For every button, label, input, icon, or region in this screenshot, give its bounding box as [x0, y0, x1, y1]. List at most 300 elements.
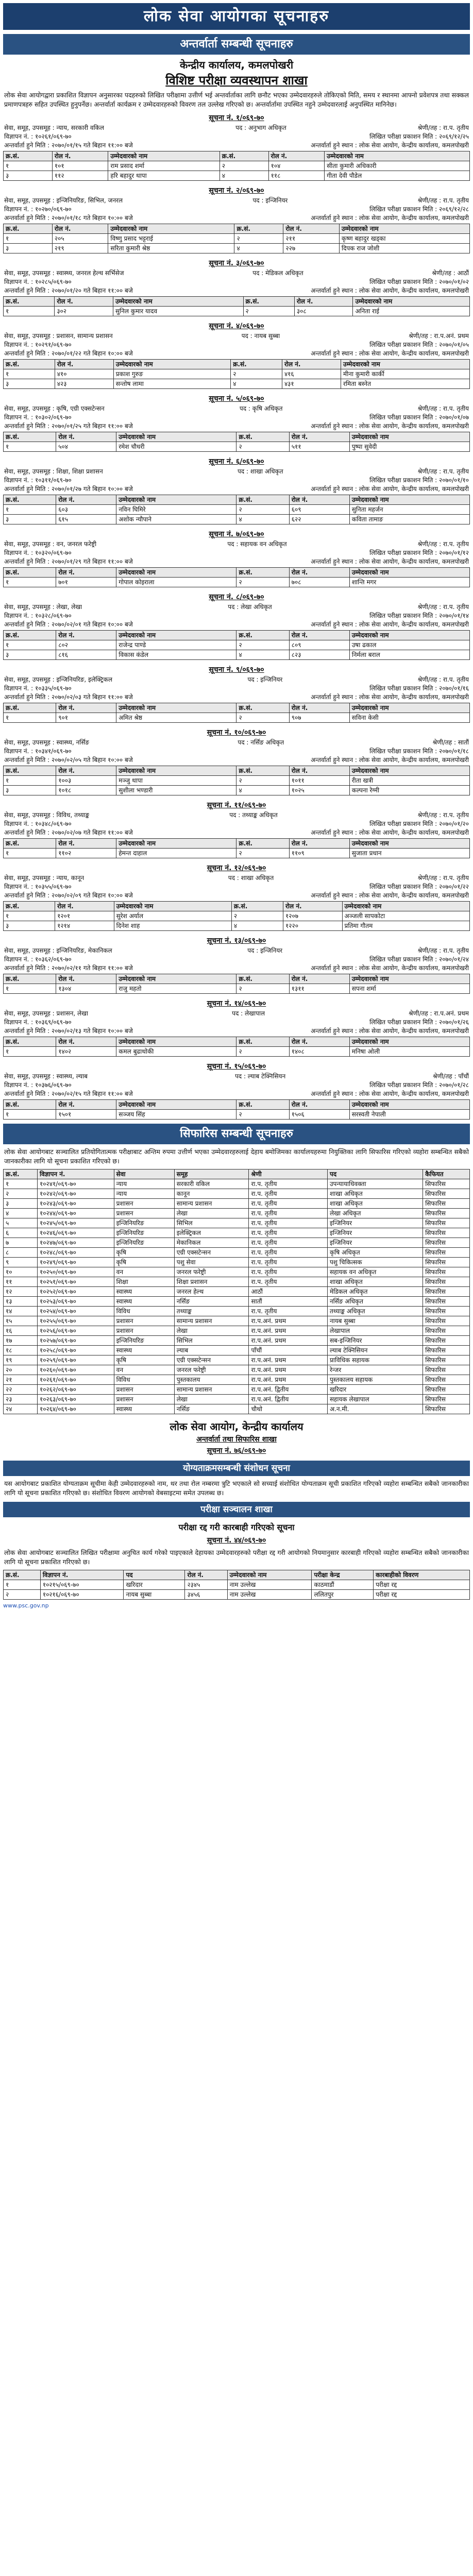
table-row [4, 786, 470, 795]
table-row [4, 307, 470, 316]
table-cell: ३ [4, 1199, 38, 1209]
table-cell: सिफारिस [423, 1375, 470, 1385]
notice-adv-number: विज्ञापन नं. : १०२९१/०६९-७० [4, 341, 72, 348]
table-cell: ५०४ [56, 442, 116, 452]
notice-level: श्रेणी/तह : रा.प. तृतीय [417, 124, 469, 131]
column-header: क्र.सं. [231, 360, 282, 369]
table-cell: सिफारिस [423, 1307, 470, 1316]
notice-meta-row [3, 693, 470, 702]
table-cell: सिफारिस [423, 1365, 470, 1375]
table-cell: ४ [236, 650, 289, 660]
table-cell: कृषि [114, 1355, 174, 1365]
notice-title: सूचना नं. ७/०६९-७० [209, 530, 264, 538]
notice-result-date: लिखित परीक्षा प्रकाशन मिति : २०७०/०१/२८ [369, 1081, 469, 1089]
column-header: रोल नं. [56, 839, 116, 849]
notice-meta-row [3, 955, 470, 964]
column-header: क्र.सं. [236, 766, 289, 776]
table-row [4, 1258, 470, 1267]
table-cell: १ [4, 578, 56, 587]
table-cell: रा.प. तृतीय [249, 1209, 327, 1218]
table-cell: सहायक वन अधिकृत [327, 1267, 423, 1277]
table-cell: खरिदार [124, 1580, 185, 1590]
table-cell: रा.प.अनं. द्वितीय [249, 1385, 327, 1395]
table-cell: सिफारिस [423, 1189, 470, 1199]
candidate-header-row [4, 766, 470, 776]
column-header: उम्मेदवारको नाम [113, 297, 243, 307]
exam-cancel-table [3, 1570, 470, 1600]
table-cell: १२१४ [55, 921, 114, 931]
table-cell: इन्जिनियरिङ [114, 1238, 174, 1248]
notice-title: सूचना नं. ३/०६९-७० [209, 259, 264, 267]
table-cell: अ.न.मी. [327, 1404, 423, 1414]
table-row [4, 713, 470, 723]
table-row [4, 1267, 470, 1277]
column-header: रोल नं. [289, 974, 349, 984]
table-cell: १२२० [283, 921, 342, 931]
table-cell: ४१६ [282, 369, 341, 379]
exam-notice-number: सूचना नं. ४४/०६९-७० [207, 1536, 266, 1545]
column-header: विज्ञापन नं. [38, 1170, 114, 1179]
table-cell: हेमन्त दाहाल [116, 849, 236, 858]
notice-meta-row [3, 349, 470, 358]
notice-title: सूचना नं. १३/०६९-७० [207, 937, 266, 945]
notice-title: सूचना नं. १२/०६९-७० [207, 864, 266, 872]
notice-level: श्रेणी/तह : रा.प. तृतीय [417, 197, 469, 204]
candidate-header-row [4, 495, 470, 505]
candidate-table [3, 151, 470, 181]
notice-meta-row [3, 286, 470, 295]
table-cell: राजेन्द्र पाण्डे [116, 640, 236, 650]
notice-interview-date: अन्तर्वार्ता हुने मिति : २०७०/०२/१५ गते बिहान ११:०० बजे [4, 1090, 133, 1097]
notice-meta-row [3, 828, 470, 837]
table-cell: नायब सुब्बा [124, 1590, 185, 1600]
notice-service: सेवा, समूह, उपसमूह : कृषि, एग्री एक्सटेन्सन [4, 405, 105, 412]
notice-service: सेवा, समूह, उपसमूह : स्वास्थ्य, ल्याब [4, 1073, 88, 1080]
intro-paragraph: लोक सेवा आयोगद्वारा प्रकाशित विज्ञापन अनुसारका पदहरुको लिखित परीक्षामा उत्तीर्ण भई अन्तर्वार्ताका लागि छनौट भएका उम्मेदवारहरुले तोकिएको मिति, समय र स्थानमा आफ्नो प्रवेशपत्र तथा सक्कल प्रमाणपत्रहरु सहित उपस्थित हुनुपर्नेछ। अन्तर्वार्ता कार्यक्रम र उम्मेदवारहरुको विवरण तल उल्लेख गरिएको छ। अन्तर्वार्तामा उपस्थित नहुने उम्मेदवारलाई अनुपस्थित मानिनेछ। [4, 91, 469, 108]
table-cell: लेखा [174, 1209, 249, 1218]
table-cell: १ [4, 713, 56, 723]
column-header: क्र.सं. [4, 902, 55, 911]
footer-link[interactable]: www.psc.gov.np [3, 1602, 49, 1609]
candidate-header-row [4, 631, 470, 640]
table-cell: ११०२ [56, 849, 116, 858]
table-row [4, 1277, 470, 1287]
notice-meta-row [3, 1018, 470, 1027]
candidate-table [3, 296, 470, 316]
table-cell: २०५ [52, 234, 108, 244]
exam-cancel-paragraph: लोक सेवा आयोगबाट सञ्चालित लिखित परीक्षामा अनुचित कार्य गरेको पाइएकाले देहायका उम्मेदवारहरुको परीक्षा रद्द गरी आयोगको नियमानुसार कारबाही गरिएको व्यहोरा सम्बन्धित सबैको जानकारीका लागि यो सूचना प्रकाशित गरिएको छ। [4, 1549, 469, 1566]
table-cell: सिफारिस [423, 1355, 470, 1365]
table-cell: १९ [4, 1355, 38, 1365]
notice-meta-row [3, 820, 470, 828]
notice-title: सूचना नं. ११/०६९-७० [207, 801, 266, 809]
notice-meta-row [3, 214, 470, 223]
notice-interview-date: अन्तर्वार्ता हुने मिति : २०७०/०२/०७ गते बिहान ११:०० बजे [4, 829, 133, 836]
column-header: उम्मेदवारको नाम [349, 631, 469, 640]
central-office-heading: लोक सेवा आयोग, केन्द्रीय कार्यालय [170, 1420, 303, 1433]
notice-interview-date: अन्तर्वार्ता हुने मिति : २०७०/०२/१३ गते बिहान १०:०० बजे [4, 1027, 133, 1035]
table-row [4, 442, 470, 452]
table-cell: २० [4, 1365, 38, 1375]
notice-interview-date: अन्तर्वार्ता हुने मिति : २०७०/०२/०३ गते बिहान ११:०० बजे [4, 693, 133, 701]
table-cell: उषा ढकाल [349, 640, 469, 650]
column-header: क्र.सं. [4, 1170, 38, 1179]
table-cell: गोपाल कोइराला [116, 578, 236, 587]
sec3-subheading: अन्तर्वार्ता तथा सिफारिस शाखा [196, 1435, 277, 1444]
notice-adv-number: विज्ञापन नं. : १०३३५/०६९-७० [4, 685, 72, 692]
table-row [4, 1404, 470, 1414]
candidate-header-row [4, 1100, 470, 1110]
notice-meta-row [3, 124, 470, 132]
notice-interview-date: अन्तर्वार्ता हुने मिति : २०७०/०१/२२ गते बिहान १०:०० बजे [4, 350, 133, 357]
notice-meta-row [3, 557, 470, 566]
candidate-header-row [4, 568, 470, 578]
column-header: क्र.सं. [4, 766, 56, 776]
table-cell: स्वास्थ्य [114, 1297, 174, 1307]
column-header: उम्मेदवारको नाम [349, 432, 469, 442]
column-header: रोल नं. [289, 495, 349, 505]
notice-adv-number: विज्ञापन नं. : १०३५५/०६९-७० [4, 883, 72, 890]
table-cell: उपन्यायाधिवक्ता [327, 1179, 423, 1189]
table-row [4, 1199, 470, 1209]
exam-cancel-heading: परीक्षा रद्द गरी कारबाही गरिएको सूचना [178, 1522, 295, 1532]
column-header: उम्मेदवारको नाम [349, 766, 469, 776]
table-cell: सिफारिस [423, 1228, 470, 1238]
table-cell: १ [4, 505, 56, 515]
table-cell: इन्जिनियरिङ [114, 1218, 174, 1228]
notice-interview-date: अन्तर्वार्ता हुने मिति : २०७०/०१/२५ गते बिहान ११:०० बजे [4, 422, 133, 430]
notice-venue: अन्तर्वार्ता हुने स्थान : लोक सेवा आयोग, केन्द्रीय कार्यालय, कमलपोखरी [311, 1090, 469, 1097]
notice-result-date: लिखित परीक्षा प्रकाशन मिति : २०७०/०१/१० [369, 477, 469, 484]
table-cell: लेखा अधिकृत [327, 1209, 423, 1218]
notice-meta-row [3, 874, 470, 883]
notice-interview-date: अन्तर्वार्ता हुने मिति : २०७०/०१/१८ गते बिहान १०:०० बजे [4, 214, 133, 222]
table-cell: ८०९ [289, 640, 349, 650]
notice-title: सूचना नं. ४/०६९-७० [209, 322, 264, 330]
notice-service: सेवा, समूह, उपसमूह : न्याय, सरकारी वकिल [4, 124, 105, 131]
notice-level: श्रेणी/तह : रा.प. तृतीय [417, 468, 469, 475]
notice-service: सेवा, समूह, उपसमूह : शिक्षा, शिक्षा प्रशासन [4, 468, 103, 475]
notice-meta-row [3, 422, 470, 431]
column-header: उम्मेदवारको नाम [349, 495, 469, 505]
notice-post: पद : नायब सुब्बा [241, 332, 280, 340]
table-cell: १ [4, 1110, 56, 1120]
table-cell: २ [236, 640, 289, 650]
office-heading: केन्द्रीय कार्यालय, कमलपोखरी [179, 59, 294, 71]
column-header: रोल नं. [56, 1100, 116, 1110]
table-cell: २ [236, 442, 289, 452]
candidate-header-row [4, 974, 470, 984]
candidate-table [3, 567, 470, 587]
table-cell: १०२४१/०६९-७० [38, 1179, 114, 1189]
column-header: रोल नं. [268, 151, 325, 161]
table-cell: २१ [4, 1375, 38, 1385]
table-cell: निर्मला बराल [349, 650, 469, 660]
table-cell: १०२५५/०६९-७० [38, 1316, 114, 1326]
table-cell: रा.प. तृतीय [249, 1179, 327, 1189]
notice-meta-row [3, 612, 470, 620]
table-cell: १०२४८/०६९-७० [38, 1248, 114, 1258]
merit-correction-paragraph: यस आयोगबाट प्रकाशित योग्यताक्रम सूचीमा केही उम्मेदवारहरुको नाम, थर तथा रोल नम्बरमा त्रुटि भएकाले सो सच्याई संशोधित योग्यताक्रम सूची प्रकाशित गरिएको व्यहोरा सम्बन्धित सबैको जानकारीका लागि यो सूचना प्रकाशित गरिएको छ। संशोधित विवरण आयोगको वेबसाइटमा समेत उपलब्ध छ। [4, 1480, 469, 1497]
table-cell: ८१६ [56, 650, 116, 660]
table-cell: १०१ [52, 161, 108, 171]
table-cell: स्वास्थ्य [114, 1346, 174, 1355]
column-header: परीक्षा केन्द्र [312, 1570, 374, 1580]
table-cell: रा.प.अनं. प्रथम [249, 1355, 327, 1365]
table-cell: तथ्याङ्क [174, 1307, 249, 1316]
table-cell: १ [4, 640, 56, 650]
table-cell: २४ [4, 1404, 38, 1414]
table-cell: १०२५२/०६९-७० [38, 1287, 114, 1297]
table-cell: इन्जिनियरिङ [114, 1336, 174, 1346]
table-row [4, 244, 470, 253]
table-cell: १३११ [289, 984, 349, 994]
notice-post: पद : नर्सिङ अधिकृत [238, 739, 284, 746]
table-cell: १२०१ [55, 911, 114, 921]
notice-meta-row [3, 756, 470, 765]
column-header: रोल नं. [289, 568, 349, 578]
table-cell: मेकानिकल [174, 1238, 249, 1248]
candidate-table [3, 630, 470, 660]
table-cell: शाखा अधिकृत [327, 1199, 423, 1209]
table-cell: चौथो [249, 1404, 327, 1414]
table-cell: २ [236, 505, 289, 515]
table-cell: २१९ [52, 244, 108, 253]
notice-title: सूचना नं. ५/०६९-७० [209, 395, 264, 403]
table-cell: १०२४६/०६९-७० [38, 1228, 114, 1238]
table-cell: २ [234, 234, 283, 244]
notice-meta-row [3, 675, 470, 684]
table-cell: कृषि [114, 1248, 174, 1258]
notice-venue: अन्तर्वार्ता हुने स्थान : लोक सेवा आयोग, केन्द्रीय कार्यालय, कमलपोखरी [311, 142, 469, 149]
candidate-table [3, 703, 470, 723]
column-header: उम्मेदवारको नाम [116, 432, 236, 442]
table-cell: १०२५ [289, 786, 349, 795]
table-cell: १ [4, 442, 56, 452]
table-cell: विविध [114, 1307, 174, 1316]
branch-heading: विशिष्ट परीक्षा व्यवस्थापन शाखा [165, 73, 308, 88]
column-header: उम्मेदवारको नाम [116, 568, 236, 578]
table-cell: १०२६०/०६९-७० [38, 1365, 114, 1375]
table-row [4, 1238, 470, 1248]
table-cell: ललितपुर [312, 1590, 374, 1600]
table-cell: विकास कंडेल [116, 650, 236, 660]
recommendation-table [3, 1169, 470, 1414]
table-cell: सिफारिस [423, 1248, 470, 1258]
notices-list [3, 112, 470, 1120]
table-row [4, 1326, 470, 1336]
table-cell: २३४५ [185, 1580, 227, 1590]
column-header: रोल नं. [289, 1100, 349, 1110]
table-cell: १०२६४/०६९-७० [38, 1404, 114, 1414]
notice-result-date: लिखित परीक्षा प्रकाशन मिति : २०६९/१२/२५ [369, 133, 469, 140]
table-row [4, 505, 470, 515]
table-cell: परीक्षा रद्द [374, 1580, 470, 1590]
table-cell: प्रशासन [114, 1395, 174, 1404]
table-cell: ८२३ [289, 650, 349, 660]
column-header: क्र.सं. [4, 703, 56, 713]
candidate-table [3, 495, 470, 524]
notice-title: सूचना नं. १०/०६९-७० [207, 728, 266, 737]
notice-adv-number: विज्ञापन नं. : १०३६२/०६९-७० [4, 956, 72, 963]
table-cell: २ [236, 713, 289, 723]
table-cell: १६ [4, 1326, 38, 1336]
table-cell: सिफारिस [423, 1258, 470, 1267]
column-header: रोल नं. [289, 631, 349, 640]
table-cell: दिनेश शाह [114, 921, 231, 931]
table-cell: रा.प.अनं. प्रथम [249, 1365, 327, 1375]
table-cell: इन्जिनियर [327, 1218, 423, 1228]
column-header: क्र.सं. [236, 974, 289, 984]
notice-service: सेवा, समूह, उपसमूह : प्रशासन, सामान्य प्रशासन [4, 332, 113, 340]
table-row [4, 849, 470, 858]
notice-post: पद : इन्जिनियर [252, 197, 288, 204]
column-header: रोल नं. [56, 703, 116, 713]
table-cell: सुरेश अर्याल [114, 911, 231, 921]
notice-venue: अन्तर्वार्ता हुने स्थान : लोक सेवा आयोग, केन्द्रीय कार्यालय, कमलपोखरी [311, 287, 469, 294]
table-cell: न्याय [114, 1189, 174, 1199]
table-cell: नर्सिङ अधिकृत [327, 1297, 423, 1307]
notice-post: पद : शाखा अधिकृत [228, 874, 274, 882]
notice-result-date: लिखित परीक्षा प्रकाशन मिति : २०६९/१२/२८ [369, 206, 469, 213]
table-cell: सातौं [249, 1297, 327, 1307]
table-cell: रेन्जर [327, 1365, 423, 1375]
table-cell: ११८ [268, 171, 325, 181]
notice-service: सेवा, समूह, उपसमूह : स्वास्थ्य, नर्सिङ [4, 739, 90, 746]
interview-notice [3, 1061, 470, 1120]
column-header: क्र.सं. [4, 839, 56, 849]
notice-title: सूचना नं. ९/०६९-७० [209, 666, 264, 674]
notice-adv-number: विज्ञापन नं. : १०२७०/०६९-७० [4, 206, 72, 213]
table-cell: ९०१ [56, 713, 116, 723]
notice-meta-row [3, 1090, 470, 1098]
notice-meta-row [3, 1027, 470, 1036]
table-cell: १० [4, 1267, 38, 1277]
table-cell: १०२१५/०६९-७० [40, 1580, 124, 1590]
table-cell: रा.प. तृतीय [249, 1228, 327, 1238]
table-cell: सहायक लेखापाल [327, 1395, 423, 1404]
table-cell: परीक्षा रद्द [374, 1590, 470, 1600]
table-cell: राजु महतो [116, 984, 236, 994]
notice-post: पद : मेडिकल अधिकृत [252, 269, 303, 277]
sec3-notice-number: सूचना नं. ७६/०६९-७० [207, 1447, 266, 1455]
column-header: उम्मेदवारको नाम [349, 703, 469, 713]
table-cell: ४ [231, 379, 282, 389]
table-cell: १०२५३/०६९-७० [38, 1297, 114, 1307]
column-header: उम्मेदवारको नाम [349, 974, 469, 984]
notice-interview-date: अन्तर्वार्ता हुने मिति : २०७०/०१/२० गते बिहान ११:०० बजे [4, 287, 133, 294]
notice-post: पद : अनुभाग अधिकृत [235, 124, 286, 131]
column-header: क्र.सं. [236, 432, 289, 442]
table-cell: सिभिल [174, 1218, 249, 1228]
notice-meta-row [3, 620, 470, 629]
table-cell: रा.प.अनं. प्रथम [249, 1336, 327, 1346]
notice-meta-row [3, 684, 470, 693]
notice-level: श्रेणी/तह : रा.प. तृतीय [417, 405, 469, 412]
table-row [4, 1385, 470, 1395]
table-cell: शाखा अधिकृत [327, 1189, 423, 1199]
column-header: उम्मेदवारको नाम [116, 839, 236, 849]
table-cell: नर्सिङ [174, 1297, 249, 1307]
column-header: रोल नं. [282, 360, 341, 369]
column-header: उम्मेदवारको नाम [108, 151, 219, 161]
column-header: क्र.सं. [4, 432, 56, 442]
table-cell: ३०२ [55, 307, 113, 316]
notice-service: सेवा, समूह, उपसमूह : इन्जिनियरिङ, सिभिल, जनरल [4, 197, 123, 204]
table-row [4, 650, 470, 660]
notice-venue: अन्तर्वार्ता हुने स्थान : लोक सेवा आयोग, केन्द्रीय कार्यालय, कमलपोखरी [311, 693, 469, 701]
notice-meta-row [3, 141, 470, 150]
table-cell: ३ [4, 171, 53, 181]
notice-result-date: लिखित परीक्षा प्रकाशन मिति : २०७०/०१/१८ [369, 748, 469, 755]
interview-notice [3, 320, 470, 389]
table-cell: सीता कुमारी अधिकारी [325, 161, 470, 171]
notice-service: सेवा, समूह, उपसमूह : विविध, तथ्याङ्क [4, 811, 90, 819]
table-cell: ३ [4, 379, 55, 389]
candidate-table [3, 974, 470, 994]
notice-title: सूचना नं. ८/०६९-७० [209, 593, 264, 601]
column-header: क्र.सं. [4, 360, 55, 369]
column-header: क्र.सं. [4, 297, 55, 307]
table-cell: पशु सेवा [174, 1258, 249, 1267]
notice-level: श्रेणी/तह : रा.प.अनं. प्रथम [409, 1010, 469, 1017]
table-row [4, 984, 470, 994]
table-cell: १०२६३/०६९-७० [38, 1395, 114, 1404]
column-header: रोल नं. [289, 839, 349, 849]
table-row [4, 1297, 470, 1307]
notice-meta-row [3, 476, 470, 485]
table-cell: ३०८ [294, 307, 353, 316]
table-cell: रा.प.अनं. द्वितीय [249, 1395, 327, 1404]
table-cell: सरस्वती नेपाली [349, 1110, 469, 1120]
candidate-table [3, 766, 470, 795]
table-cell: ल्याब [174, 1346, 249, 1355]
table-cell: २ [236, 984, 289, 994]
table-cell: रा.प.अनं. प्रथम [249, 1316, 327, 1326]
interview-notice [3, 393, 470, 452]
column-header: उम्मेदवारको नाम [349, 839, 469, 849]
column-header: उम्मेदवारको नाम [339, 224, 469, 234]
table-cell: १ [4, 161, 53, 171]
table-cell: प्रतिमा गौतम [342, 921, 470, 931]
candidate-table [3, 432, 470, 452]
candidate-table [3, 901, 470, 931]
table-cell: २ [236, 578, 289, 587]
notice-interview-date: अन्तर्वार्ता हुने मिति : २०७०/०१/२९ गते बिहान ११:०० बजे [4, 558, 133, 565]
table-cell: १०२५४/०६९-७० [38, 1307, 114, 1316]
table-cell: ६१५ [56, 515, 116, 524]
notice-meta-row [3, 413, 470, 422]
notice-interview-date: अन्तर्वार्ता हुने मिति : २०७०/०२/०५ गते बिहान १०:०० बजे [4, 756, 133, 764]
interview-notice [3, 998, 470, 1057]
table-cell: शाखा अधिकृत [327, 1277, 423, 1287]
recommendation-header-row [4, 1170, 470, 1179]
table-cell: १०२६२/०६९-७० [38, 1385, 114, 1395]
notice-meta-row [3, 1009, 470, 1018]
column-header: रोल नं. [283, 902, 342, 911]
notice-meta-row [3, 467, 470, 476]
notice-meta-row [3, 278, 470, 286]
table-row [4, 921, 470, 931]
table-cell: ८ [4, 1248, 38, 1258]
column-header: क्र.सं. [4, 1570, 41, 1580]
notice-meta-row [3, 404, 470, 413]
column-header: रोल नं. [56, 495, 116, 505]
notice-adv-number: विज्ञापन नं. : १०३७६/०६९-७० [4, 1081, 72, 1089]
table-cell: सिफारिस [423, 1267, 470, 1277]
table-cell: १०२४९/०६९-७० [38, 1258, 114, 1267]
page-title: लोक सेवा आयोगका सूचनाहरु [3, 3, 470, 30]
